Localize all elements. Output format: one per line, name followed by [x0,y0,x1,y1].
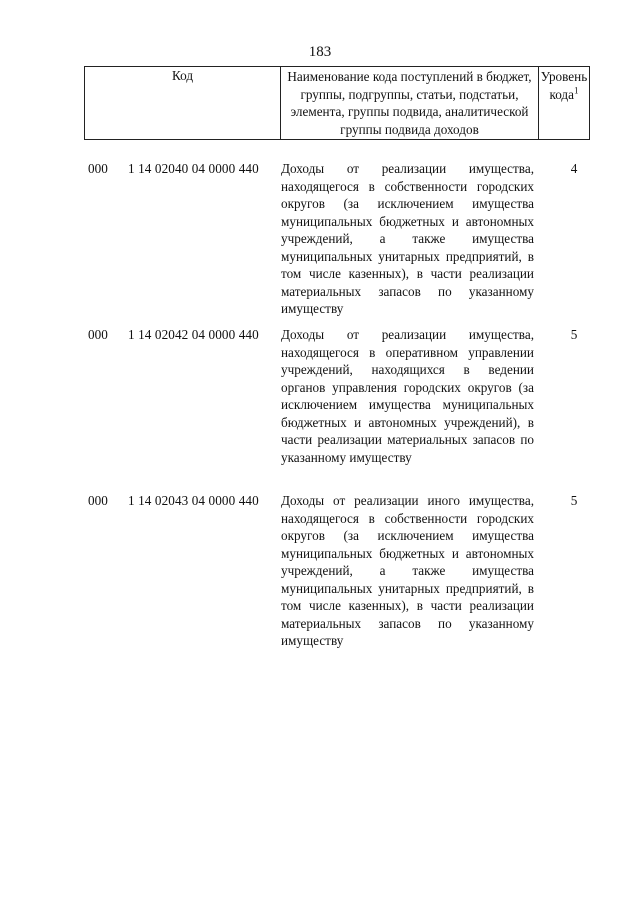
row-name: Доходы от реализации имущества, находящегося в оперативном управлении учреждений, находящихся в ведении органов управления городских округов (за исключением имущества муниципальных бюджетных и автономных учреждений), в части реализации материальных запасов по указанному имуществу [281,327,534,465]
page-number: 183 [308,44,332,60]
table-row [84,492,589,677]
row-code: 1 14 02040 04 0000 440 [128,161,259,176]
table-row [84,160,589,322]
header-code [85,67,281,140]
header-level-label: Уровень кода [540,69,588,102]
row-level: 5 [570,327,578,342]
row-name: Доходы от реализации имущества, находящегося в собственности городских округов (за исключением имущества муниципальных бюджетных и автономных учреждений, а также имущества муниципальных унитарных предприятий, в том числе казенных), в части реализации материальных запасов по указанному имуществу [281,161,534,316]
table-header [84,66,590,140]
row-name: Доходы от реализации иного имущества, находящегося в собственности городских округов (за исключением имущества муниципальных бюджетных и автономных учреждений, а также имущества муниципальных унитарных предприятий, в том числе казенных), в части реализации материальных запасов по указанному имуществу [281,493,534,648]
row-level: 5 [570,493,578,508]
row-prefix: 000 [88,327,108,342]
row-code: 1 14 02043 04 0000 440 [128,493,259,508]
row-prefix: 000 [88,161,108,176]
row-prefix: 000 [88,493,108,508]
row-code: 1 14 02042 04 0000 440 [128,327,259,342]
footnote-marker: 1 [574,85,579,96]
header-name-label: Наименование кода поступлений в бюджет, группы, подгруппы, статьи, подстатьи, элемента, группы подвида, аналитической группы подвида доходов [287,69,532,137]
header-name [281,67,539,140]
header-code-label: Код [171,68,194,83]
header-level [539,67,590,140]
table-row [84,326,589,488]
row-level: 4 [570,161,578,176]
